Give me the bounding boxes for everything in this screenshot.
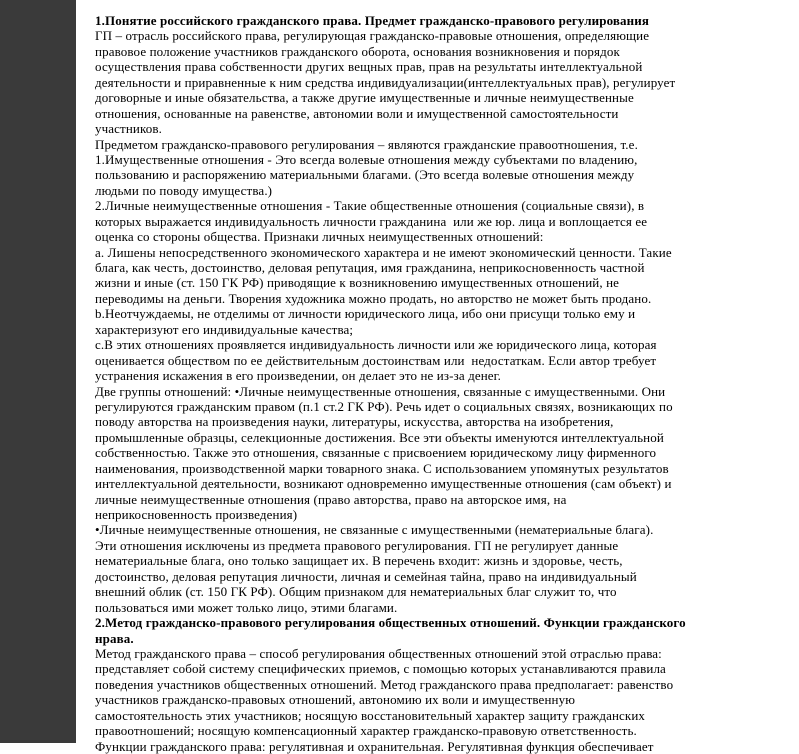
text-line: правоотношений; носящую компенсационный характер гражданско-правовую ответственность.	[95, 723, 637, 739]
text-line: поведения участников общественных отношений. Метод гражданского права предполагает: равенство	[95, 676, 674, 692]
text-line: 2.Личные неимущественные отношения - Такие общественные отношения (социальные связи), в	[95, 198, 645, 214]
text-line: представляет собой систему специфических приемов, с помощью которых устанавливаются правила	[95, 661, 666, 677]
text-line: оценивается обществом по ее действительным достоинствам или недостаткам. Если автор требует	[95, 352, 657, 368]
text-line: Предметом гражданско-правового регулирования – являются гражданские правоотношения, т.е.	[95, 136, 638, 152]
text-line: а. Лишены непосредственного экономического характера и не имеют экономический ценности. Такие	[95, 244, 672, 260]
text-line: характеризуют его индивидуальные качества;	[95, 321, 354, 337]
text-line: нрава.	[95, 630, 134, 646]
app-background-strip	[0, 0, 76, 743]
text-line: деятельности и приравненные к ним средства индивидуализации(интеллектуальных прав), регулирует	[95, 74, 676, 90]
text-line: правовое положение участников гражданского оборота, основания возникновения и порядок	[95, 43, 620, 59]
text-line: нематериальные блага, оно только защищает их. В перечень входит: жизнь и здоровье, честь,	[95, 553, 623, 569]
text-line: пользоваться ими может только лицо, этими благами.	[95, 599, 398, 615]
text-line: Эти отношения исключены из предмета правового регулирования. ГП не регулирует данные	[95, 537, 619, 553]
text-line: 1.Понятие российского гражданского права. Предмет гражданско-правового регулирования	[95, 13, 650, 28]
text-line: Две группы отношений: •Личные неимущественные отношения, связанные с имущественными. Они	[95, 383, 666, 399]
text-line: 2.Метод гражданско-правового регулирования общественных отношений. Функции гражданского	[95, 615, 686, 631]
text-line: осуществления права собственности других вещных прав, прав на результаты интеллектуальной	[95, 59, 643, 75]
text-line: наименования, производственной марки товарного знака. С использованием упомянутых результатов	[95, 460, 669, 476]
text-line: переводимы на деньги. Творения художника можно продать, но авторство не может быть продано.	[95, 290, 652, 306]
text-line: участников гражданско-правовых отношений, автономию их воли и имущественную	[95, 692, 576, 708]
text-line: поводу авторства на произведения науки, литературы, искусства, авторства на изобретения,	[95, 414, 614, 430]
text-line: оценка со стороны общества. Признаки личных неимущественных отношений:	[95, 229, 544, 245]
text-line: устранения искажения в его произведении, он делает это не из-за денег.	[95, 368, 502, 384]
text-line: неприкосновенность произведения)	[95, 507, 298, 522]
text-line: 1.Имущественные отношения - Это всегда волевые отношения между субъектами по владению,	[95, 151, 638, 167]
text-line: b.Неотчуждаемы, не отделимы от личности юридического лица, ибо они присущи только ему и	[95, 306, 636, 322]
text-line: отношения, основанные на равенстве, автономии воли и имущественной самостоятельности	[95, 105, 619, 121]
text-line: регулируются гражданским правом (п.1 ст.2 ГК РФ). Речь идет о социальных связях, возникающих по	[95, 398, 673, 414]
text-line: •Личные неимущественные отношения, не связанные с имущественными (нематериальные блага).	[95, 522, 654, 538]
text-line: промышленные образцы, селекционные достижения. Все эти объекты именуются интеллектуальной	[95, 429, 664, 445]
text-line: участников.	[95, 121, 163, 137]
text-line: самостоятельность этих участников; носящую восстановительный характер защиту гражданских	[95, 707, 646, 723]
text-line: Функции гражданского права: регулятивная и охранительная. Регулятивная функция обеспечивает	[95, 738, 654, 754]
text-line: достоинство, деловая репутация личности, личная и семейная тайна, право на индивидуальный	[95, 568, 637, 584]
text-line: которых выражается индивидуальность личности гражданина или же юр. лица и воплощается ее	[95, 213, 648, 229]
text-line: интеллектуальной деятельности, возникают одновременно имущественные отношения (сам объект) и	[95, 476, 672, 492]
text-line: личные неимущественные отношения (право авторства, право на авторское имя, на	[95, 491, 567, 507]
text-line: блага, как честь, достоинство, деловая репутация, имя гражданина, неприкосновенность частной	[95, 260, 645, 275]
text-line: ГП – отрасль российского права, регулирующая гражданско-правовые отношения, определяющие	[95, 28, 650, 44]
document-page[interactable]	[76, 0, 799, 754]
text-line: c.В этих отношениях проявляется индивидуальность личности или же юридического лица, которая	[95, 337, 657, 353]
text-line: людьми по поводу имущества.)	[95, 182, 273, 198]
text-line: Метод гражданского права – способ регулирования общественных отношений этой отраслью права:	[95, 645, 662, 661]
text-line: договорные и иные обязательства, а также другие имущественные и личные неимущественные	[95, 90, 634, 106]
document-text	[95, 13, 795, 754]
text-line: жизни и иные (ст. 150 ГК РФ) приводящие к возникновению имущественных отношений, не	[95, 275, 620, 291]
text-line: собственностью. Также это отношения, связанные с присвоением юридическому лицу фирменного	[95, 445, 657, 461]
text-line: внешний облик (ст. 150 ГК РФ). Общим признаком для нематериальных благ служит то, что	[95, 584, 617, 600]
text-line: пользованию и распоряжению материальными благами. (Это всегда волевые отношения между	[95, 167, 635, 183]
